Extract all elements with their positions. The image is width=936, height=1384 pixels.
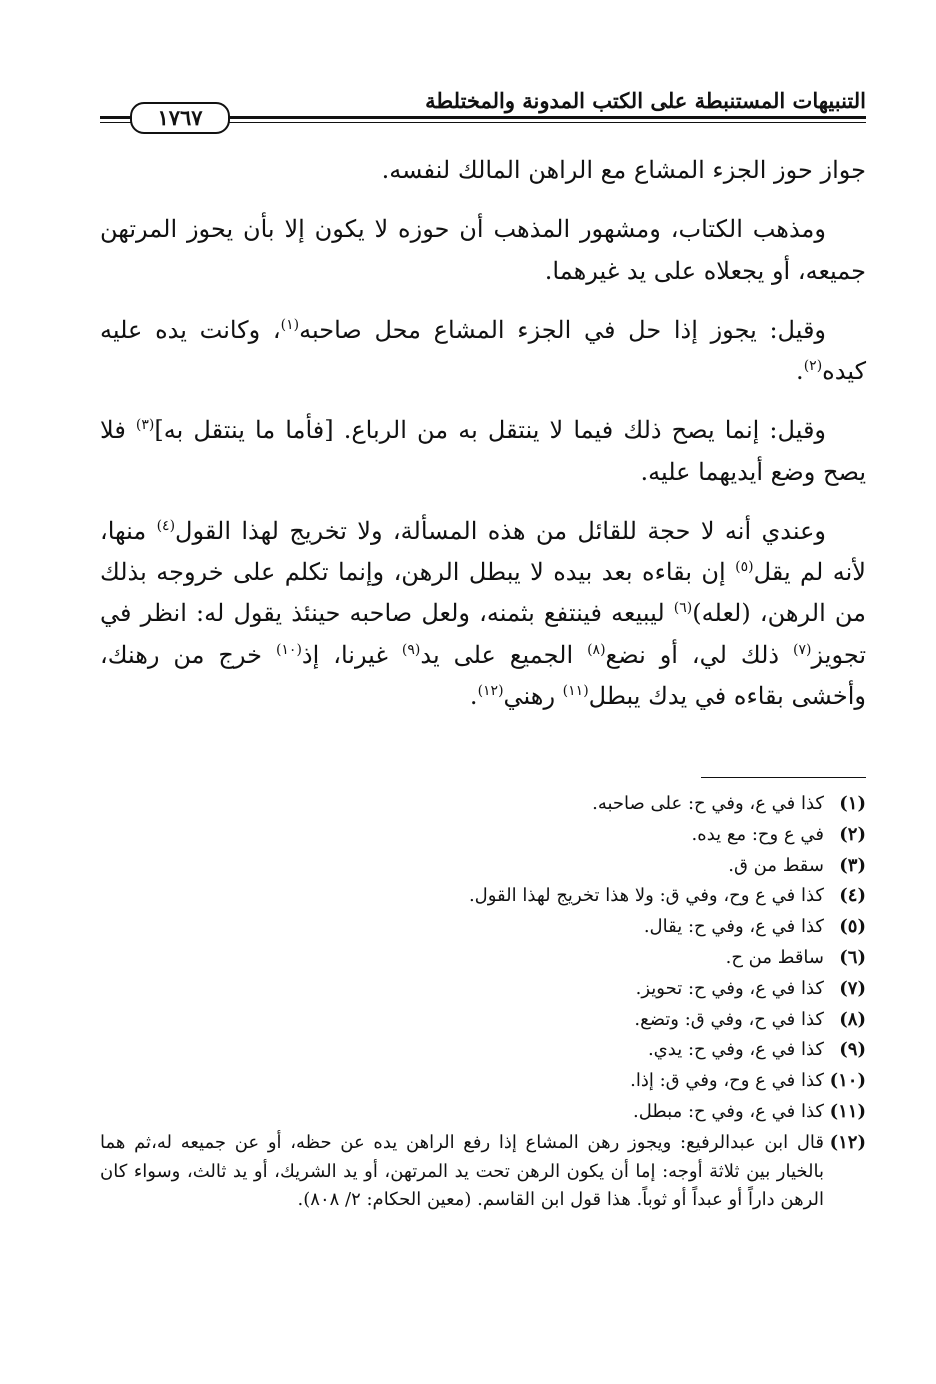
- footnote: [100, 913, 866, 942]
- footnote-text: سقط من ق.: [728, 854, 824, 876]
- footnote-text: كذا في ع وح، وفي ق: ولا هذا تخريج لهذا القول.: [468, 885, 824, 907]
- paragraph-3: [100, 310, 866, 393]
- footnote: [100, 1129, 866, 1215]
- paragraph-5-text-1: وعندي أنه لا حجة للقائل من هذه المسألة، ولا تخريج لهذا القول: [175, 516, 826, 545]
- paragraph-5-text-4: ليبيعه فينتفع بثمنه، ولعل صاحبه حينئذ يقول له: انظر في تجويز: [100, 599, 867, 669]
- footnote-number: (٦): [839, 946, 866, 968]
- footnote-ref-12: (١٢): [477, 682, 504, 699]
- paragraph-2-text: ومذهب الكتاب، ومشهور المذهب أن حوزه لا يكون إلا بأن يحوز المرتهن جميعه، أو يجعلاه على يد غيرهما.: [100, 215, 866, 285]
- footnote-number: (٢): [839, 823, 866, 845]
- footnote-ref-6: (٦): [673, 600, 693, 617]
- footnote-number: (٤): [839, 885, 866, 907]
- footnote: [100, 1098, 866, 1127]
- footnotes: [100, 790, 866, 1217]
- footnote-number: (١٢): [829, 1131, 866, 1153]
- footnote-number: (١): [839, 793, 866, 814]
- paragraph-5-text-6: الجميع على يد: [420, 640, 588, 669]
- paragraph-5-text-9: رهني: [503, 681, 563, 710]
- paragraph-5-text-5: ذلك لي، أو نضع: [605, 640, 794, 669]
- paragraph-5-text-10: .: [469, 681, 478, 710]
- footnote-number: (١١): [829, 1100, 866, 1122]
- paragraph-1-text: جواز حوز الجزء المشاع مع الراهن المالك لنفسه.: [381, 156, 866, 184]
- footnote-ref-1: (١): [280, 316, 300, 333]
- footnote-ref-10: (١٠): [275, 641, 302, 658]
- footnote-text: كذا في ع، وفي ح: مبطل.: [633, 1100, 824, 1122]
- footnote-number: (١٠): [829, 1070, 866, 1092]
- footnote: [100, 1006, 866, 1035]
- paragraph-5: [100, 511, 866, 717]
- footnote-number: (٨): [839, 1008, 866, 1030]
- footnote-divider: [701, 777, 866, 778]
- footnote-number: (٥): [839, 916, 866, 938]
- footnote-text: في ع وح: مع يده.: [691, 823, 824, 845]
- footnote-text: كذا في ع، وفي ح: تحويز.: [635, 977, 824, 999]
- footnote: [100, 1067, 866, 1096]
- footnote-number: (٣): [839, 854, 866, 876]
- paragraph-1: [100, 150, 866, 191]
- footnote: [100, 944, 866, 973]
- paragraph-3-text-3: .: [796, 357, 804, 386]
- footnote-ref-7: (٧): [793, 641, 812, 658]
- footnote-ref-5: (٥): [735, 559, 754, 576]
- paragraph-5-text-2: منها، لأنه لم يقل: [100, 516, 866, 587]
- paragraph-4-text-2: فلا يصح وضع أيديهما عليه.: [100, 416, 866, 486]
- footnote-ref-8: (٨): [587, 641, 606, 658]
- footnote-number: (٧): [839, 977, 866, 999]
- footnote-text: كذا في ح، وفي ق: وتضع.: [634, 1008, 824, 1030]
- footnote-text: كذا في ع وح، وفي ق: إذا.: [630, 1070, 824, 1092]
- paragraph-3-text-2: ، وكانت يده عليه كيده: [100, 315, 866, 386]
- running-title: التنبيهات المستنبطة على الكتب المدونة والمختلطة: [425, 88, 866, 113]
- paragraph-4: [100, 410, 866, 493]
- footnote-number: (٩): [839, 1039, 866, 1061]
- footnote: [100, 852, 866, 881]
- footnote-text: ساقط من ح.: [725, 946, 824, 968]
- footnote: [100, 790, 866, 819]
- paragraph-5-text-7: غيرنا، إذ: [301, 640, 402, 669]
- paragraph-5-text-3: إن بقاءه بعد بيده لا يبطل الرهن، وإنما تكلم على خروجه بذلك من الرهن، (لعله): [100, 558, 866, 628]
- paragraph-5-text-8: خرج من رهنك، وأخشى بقاءه في يدك يبطل: [100, 640, 866, 710]
- page-number: ١٧٦٧: [130, 102, 230, 134]
- footnote: [100, 821, 866, 850]
- footnote-text: كذا في ع، وفي ح: يقال.: [643, 916, 824, 938]
- footnote: [100, 975, 866, 1004]
- main-text: [100, 150, 866, 735]
- footnote-ref-2: (٢): [803, 358, 823, 375]
- footnote: [100, 1036, 866, 1065]
- footnote-text: قال ابن عبدالرفيع: ويجوز رهن المشاع إذا رفع الراهن يده عن حظه، أو عن جميعه له،ثم هما بالخيار بين ثلاثة أوجه: إما أن يكون الرهن تحت يد المرتهن، أو يد الشريك، أو يد ثالث، وسواء كان الرهن داراً أو عبداً أو ثوباً. هذا قول ابن القاسم. (معين الحكام: ٢/ ٨٠٨).: [100, 1131, 824, 1211]
- paragraph-3-text-1: وقيل: يجوز إذا حل في الجزء المشاع محل صاحبه: [299, 315, 827, 344]
- footnote-ref-3: (٣): [135, 417, 155, 434]
- paragraph-4-text-1: وقيل: إنما يصح ذلك فيما لا ينتقل به من الرباع. [فأما ما ينتقل به]: [154, 416, 827, 445]
- footnote-text: كذا في ع، وفي ح: على صاحبه.: [592, 793, 824, 814]
- footnote-ref-9: (٩): [401, 641, 421, 658]
- footnote-ref-4: (٤): [156, 517, 176, 534]
- page-header: [100, 88, 866, 134]
- paragraph-2: [100, 209, 866, 292]
- footnote-text: كذا في ع، وفي ح: يدي.: [647, 1039, 824, 1061]
- footnote: [100, 882, 866, 911]
- footnote-ref-11: (١١): [562, 682, 589, 699]
